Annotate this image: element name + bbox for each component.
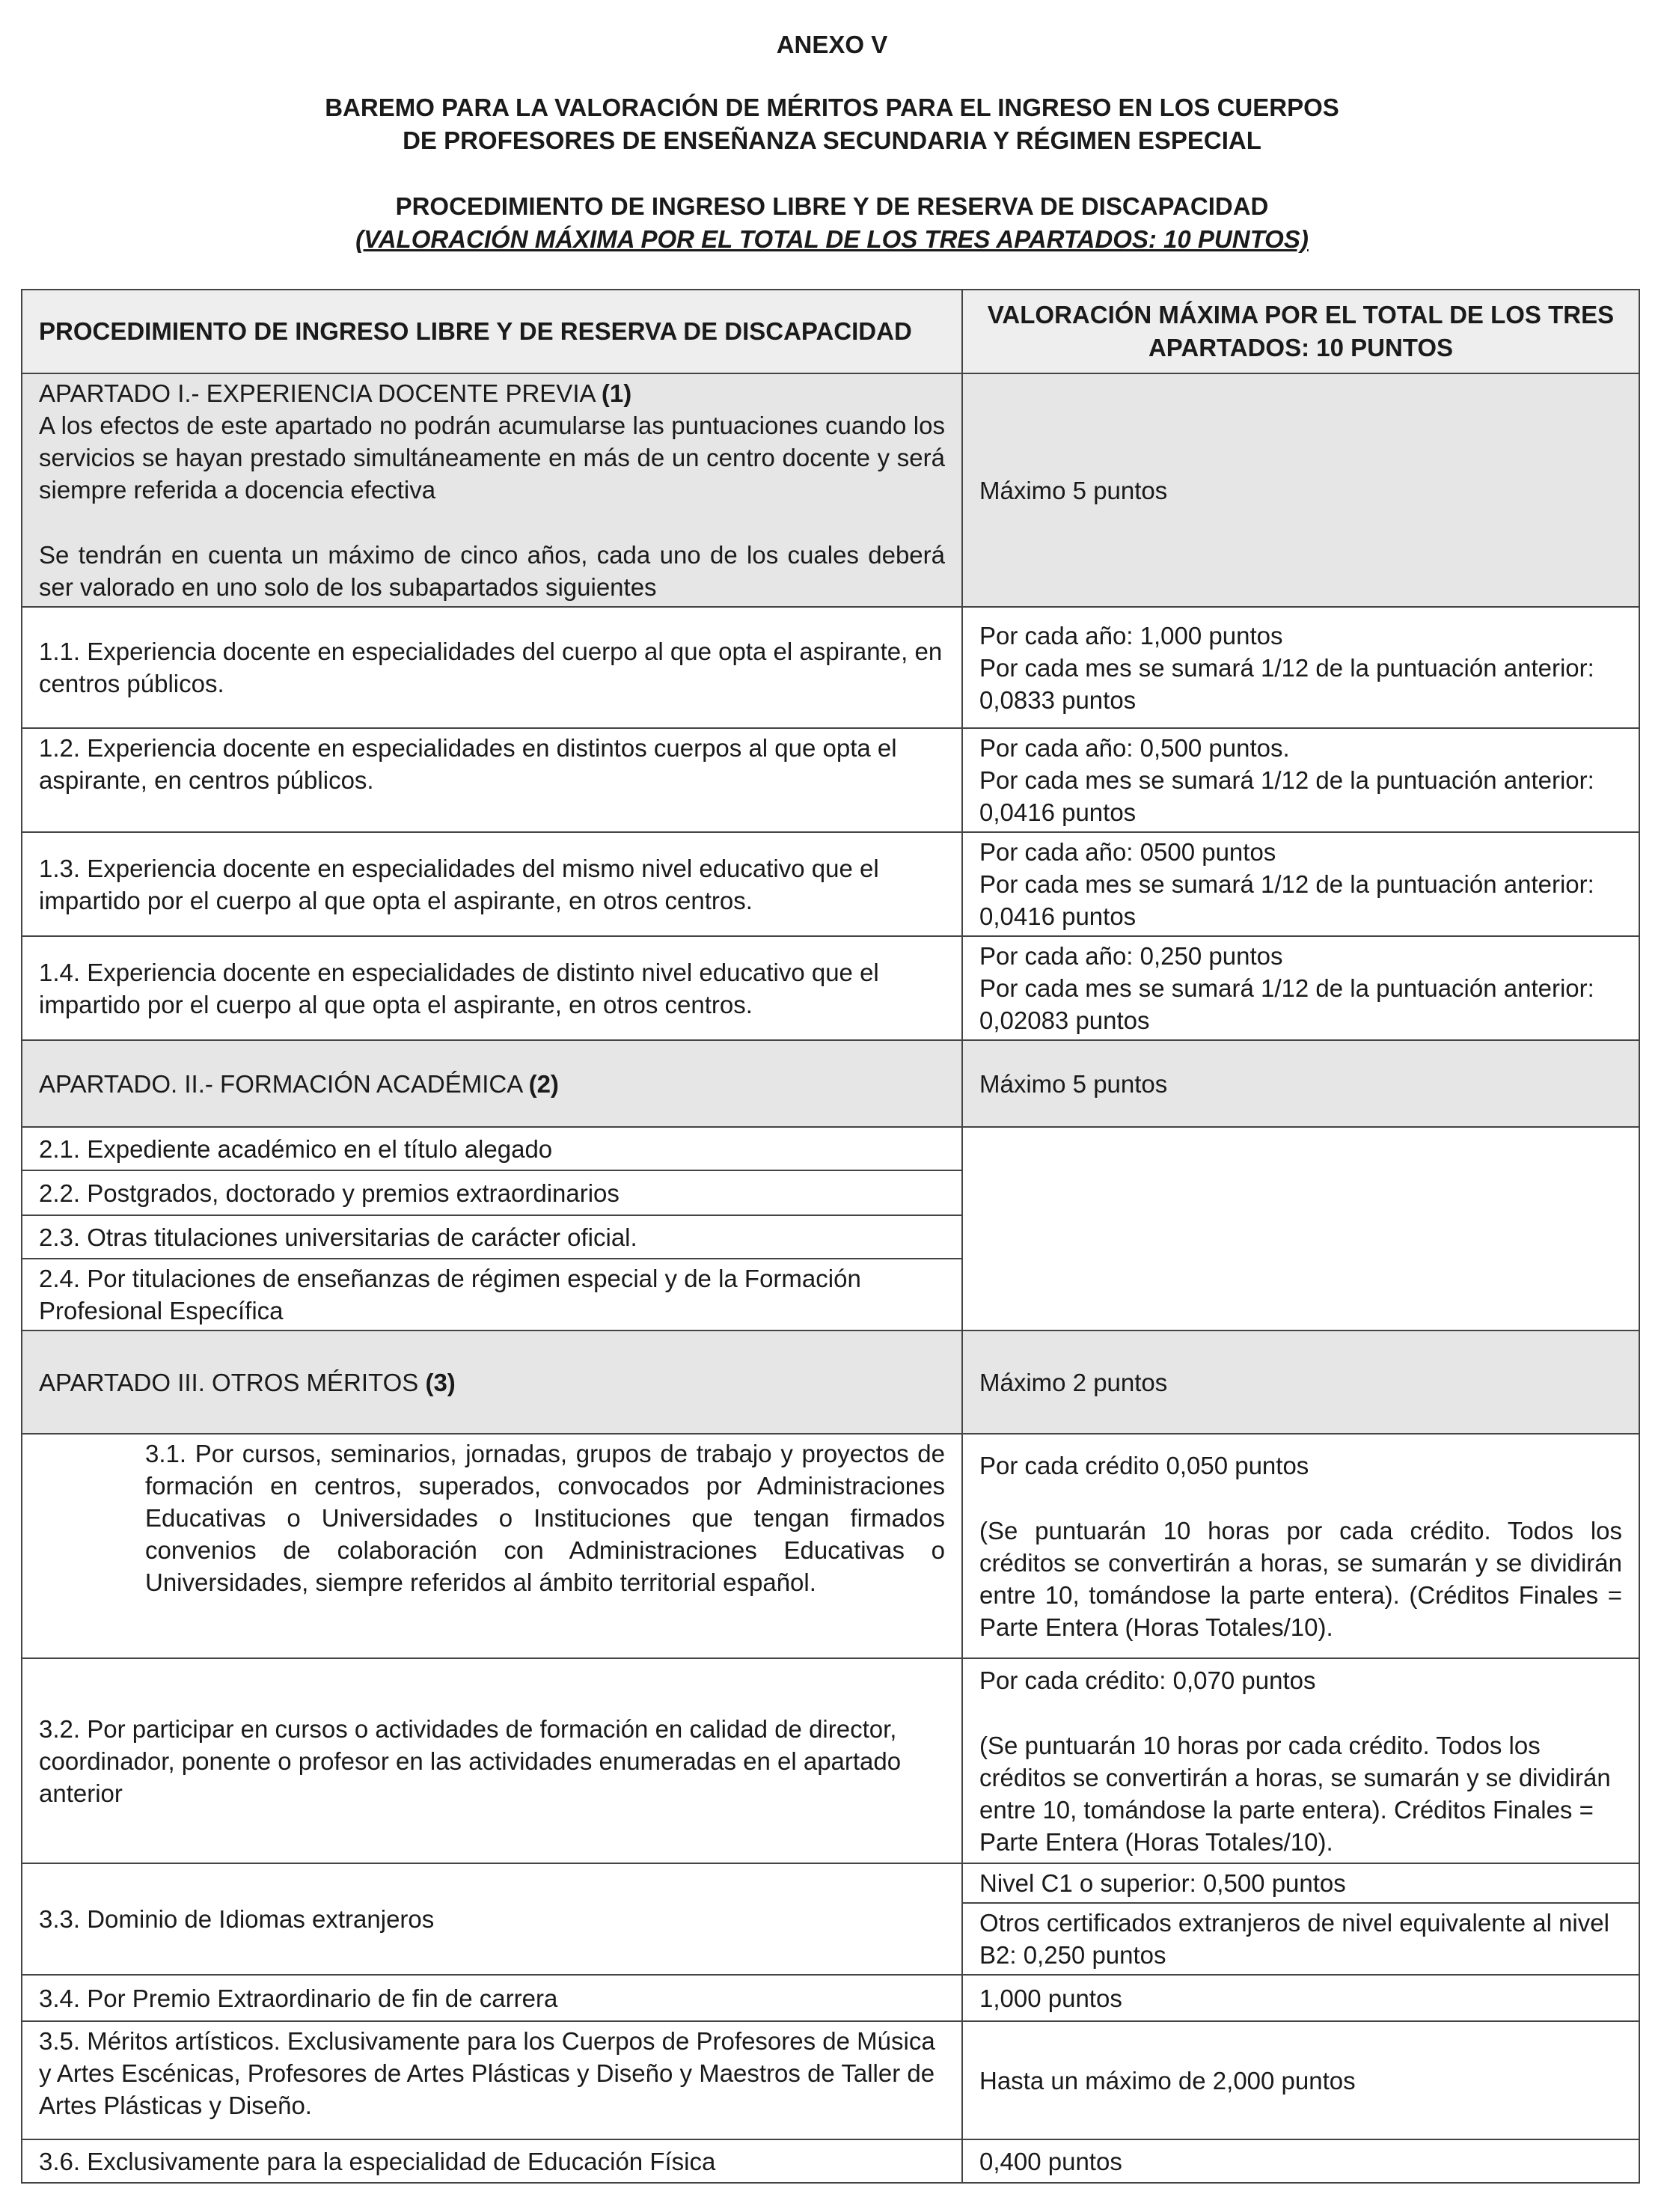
item-3-1-value-line2: (Se puntuarán 10 horas por cada crédito. Todos los créditos se convertirán a horas, se sumarán y se dividirán entre 10, tomándose la parte entera). (Créditos Finales = Parte Entera (Horas Totales/10).	[979, 1516, 1622, 1641]
item-3-5-value: Hasta un máximo de 2,000 puntos	[962, 2021, 1639, 2139]
item-1-1-value-line1: Por cada año: 1,000 puntos	[979, 621, 1283, 650]
baremo-title-line2: DE PROFESORES DE ENSEÑANZA SECUNDARIA Y RÉGIMEN ESPECIAL	[403, 126, 1261, 154]
item-3-1-label: 3.1. Por cursos, seminarios, jornadas, grupos de trabajo y proyectos de formación en centros, superados, convocados por Administraciones Educativas o Universidades o Instituciones que tengan firmados convenios de colaboración con Administraciones Educativas o Universidades, siempre referidos al ámbito territorial español.	[22, 1434, 962, 1658]
item-3-3-label: 3.3. Dominio de Idiomas extranjeros	[22, 1863, 962, 1975]
item-3-5-row	[22, 2021, 1639, 2139]
procedure-title-line2: (VALORACIÓN MÁXIMA POR EL TOTAL DE LOS TRES APARTADOS: 10 PUNTOS)	[355, 225, 1309, 253]
section-2-title-cell	[22, 1040, 962, 1127]
section-3-title: APARTADO III. OTROS MÉRITOS	[39, 1368, 419, 1396]
item-3-2-label: 3.2. Por participar en cursos o actividades de formación en calidad de director, coordinador, ponente o profesor en las actividades enumeradas en el apartado anterior	[22, 1658, 962, 1863]
section-1-row	[22, 373, 1639, 607]
item-3-5-label: 3.5. Méritos artísticos. Exclusivamente para los Cuerpos de Profesores de Música y Artes Escénicas, Profesores de Artes Plásticas y Diseño y Maestros de Taller de Artes Plásticas y Diseño.	[22, 2021, 962, 2139]
baremo-title-line1: BAREMO PARA LA VALORACIÓN DE MÉRITOS PARA EL INGRESO EN LOS CUERPOS	[325, 94, 1339, 121]
item-1-1-value	[962, 607, 1639, 728]
item-1-2-value	[962, 728, 1639, 832]
section-1-max: Máximo 5 puntos	[962, 373, 1639, 607]
item-1-3-value-line2: Por cada mes se sumará 1/12 de la puntuación anterior: 0,0416 puntos	[979, 870, 1594, 930]
item-3-4-value: 1,000 puntos	[962, 1975, 1639, 2021]
section-2-title: APARTADO. II.- FORMACIÓN ACADÉMICA	[39, 1069, 522, 1098]
item-2-1-label: 2.1. Expediente académico en el título alegado	[22, 1127, 962, 1170]
procedure-title-line1: PROCEDIMIENTO DE INGRESO LIBRE Y DE RESERVA DE DISCAPACIDAD	[395, 192, 1269, 220]
item-1-4-value-line1: Por cada año: 0,250 puntos	[979, 942, 1283, 970]
section-2-row	[22, 1040, 1639, 1127]
item-3-6-value: 0,400 puntos	[962, 2139, 1639, 2183]
merits-table	[21, 289, 1640, 2184]
item-1-2-row	[22, 728, 1639, 832]
section-1-title: APARTADO I.- EXPERIENCIA DOCENTE PREVIA	[39, 379, 595, 407]
annex-title	[0, 28, 1664, 61]
item-3-2-row	[22, 1658, 1639, 1863]
baremo-title	[0, 91, 1664, 157]
header-right-cell: VALORACIÓN MÁXIMA POR EL TOTAL DE LOS TRES APARTADOS: 10 PUNTOS	[962, 290, 1639, 373]
section-2-blank-value	[962, 1127, 1639, 1330]
item-1-2-value-line1: Por cada año: 0,500 puntos.	[979, 734, 1290, 762]
item-2-2-label: 2.2. Postgrados, doctorado y premios extraordinarios	[22, 1170, 962, 1215]
section-3-row	[22, 1330, 1639, 1434]
item-1-3-row	[22, 832, 1639, 936]
section-3-note: (3)	[425, 1368, 456, 1396]
item-3-3-value	[962, 1863, 1639, 1975]
section-1-description	[22, 373, 962, 607]
item-3-3-value-c1: Nivel C1 o superior: 0,500 puntos	[979, 1869, 1346, 1897]
item-3-1-row	[22, 1434, 1639, 1658]
item-1-2-label: 1.2. Experiencia docente en especialidades en distintos cuerpos al que opta el aspirante, en centros públicos.	[22, 728, 962, 832]
item-2-3-label: 2.3. Otras titulaciones universitarias de carácter oficial.	[22, 1215, 962, 1259]
item-1-4-label: 1.4. Experiencia docente en especialidades de distinto nivel educativo que el impartido por el cuerpo al que opta el aspirante, en otros centros.	[22, 936, 962, 1040]
section-2-note: (2)	[528, 1069, 559, 1098]
header-left-cell: PROCEDIMIENTO DE INGRESO LIBRE Y DE RESERVA DE DISCAPACIDAD	[22, 290, 962, 373]
section-3-title-cell	[22, 1330, 962, 1434]
item-1-3-label: 1.3. Experiencia docente en especialidades del mismo nivel educativo que el impartido por el cuerpo al que opta el aspirante, en otros centros.	[22, 832, 962, 936]
item-2-4-label: 2.4. Por titulaciones de enseñanzas de régimen especial y de la Formación Profesional Específica	[22, 1259, 962, 1330]
item-1-1-row	[22, 607, 1639, 728]
item-3-2-value	[962, 1658, 1639, 1863]
item-3-2-value-line1: Por cada crédito: 0,070 puntos	[979, 1666, 1316, 1694]
annex-title-text: ANEXO V	[776, 31, 888, 58]
item-1-1-value-line2: Por cada mes se sumará 1/12 de la puntuación anterior: 0,0833 puntos	[979, 653, 1594, 714]
section-1-desc1: A los efectos de este apartado no podrán acumularse las puntuaciones cuando los servicios se hayan prestado simultáneamente en más de un centro docente y será siempre referida a docencia efectiva	[39, 412, 945, 504]
item-3-6-row	[22, 2139, 1639, 2183]
item-2-1-row	[22, 1127, 1639, 1170]
item-3-4-label: 3.4. Por Premio Extraordinario de fin de carrera	[22, 1975, 962, 2021]
section-1-note: (1)	[601, 379, 632, 407]
item-1-4-value-line2: Por cada mes se sumará 1/12 de la puntuación anterior: 0,02083 puntos	[979, 974, 1594, 1034]
item-3-6-label: 3.6. Exclusivamente para la especialidad de Educación Física	[22, 2139, 962, 2183]
item-3-1-value	[962, 1434, 1639, 1658]
item-1-3-value	[962, 832, 1639, 936]
section-2-max: Máximo 5 puntos	[962, 1040, 1639, 1127]
item-1-4-value	[962, 936, 1639, 1040]
item-1-1-label: 1.1. Experiencia docente en especialidades del cuerpo al que opta el aspirante, en centros públicos.	[22, 607, 962, 728]
item-3-3-row	[22, 1863, 1639, 1975]
item-1-2-value-line2: Por cada mes se sumará 1/12 de la puntuación anterior: 0,0416 puntos	[979, 766, 1594, 826]
procedure-title	[0, 190, 1664, 256]
item-3-3-value-b2: Otros certificados extranjeros de nivel equivalente al nivel B2: 0,250 puntos	[963, 1902, 1639, 1974]
item-3-2-value-line2: (Se puntuarán 10 horas por cada crédito. Todos los créditos se convertirán a horas, se sumarán y se dividirán entre 10, tomándose la parte entera). Créditos Finales = Parte Entera (Horas Totales/10).	[979, 1731, 1611, 1856]
item-3-4-row	[22, 1975, 1639, 2021]
item-3-1-value-line1: Por cada crédito 0,050 puntos	[979, 1451, 1309, 1479]
section-1-desc2: Se tendrán en cuenta un máximo de cinco años, cada uno de los cuales deberá ser valorado en uno solo de los subapartados siguientes	[39, 541, 945, 601]
item-1-4-row	[22, 936, 1639, 1040]
item-1-3-value-line1: Por cada año: 0500 puntos	[979, 838, 1276, 866]
section-3-max: Máximo 2 puntos	[962, 1330, 1639, 1434]
table-header-row	[22, 290, 1639, 373]
